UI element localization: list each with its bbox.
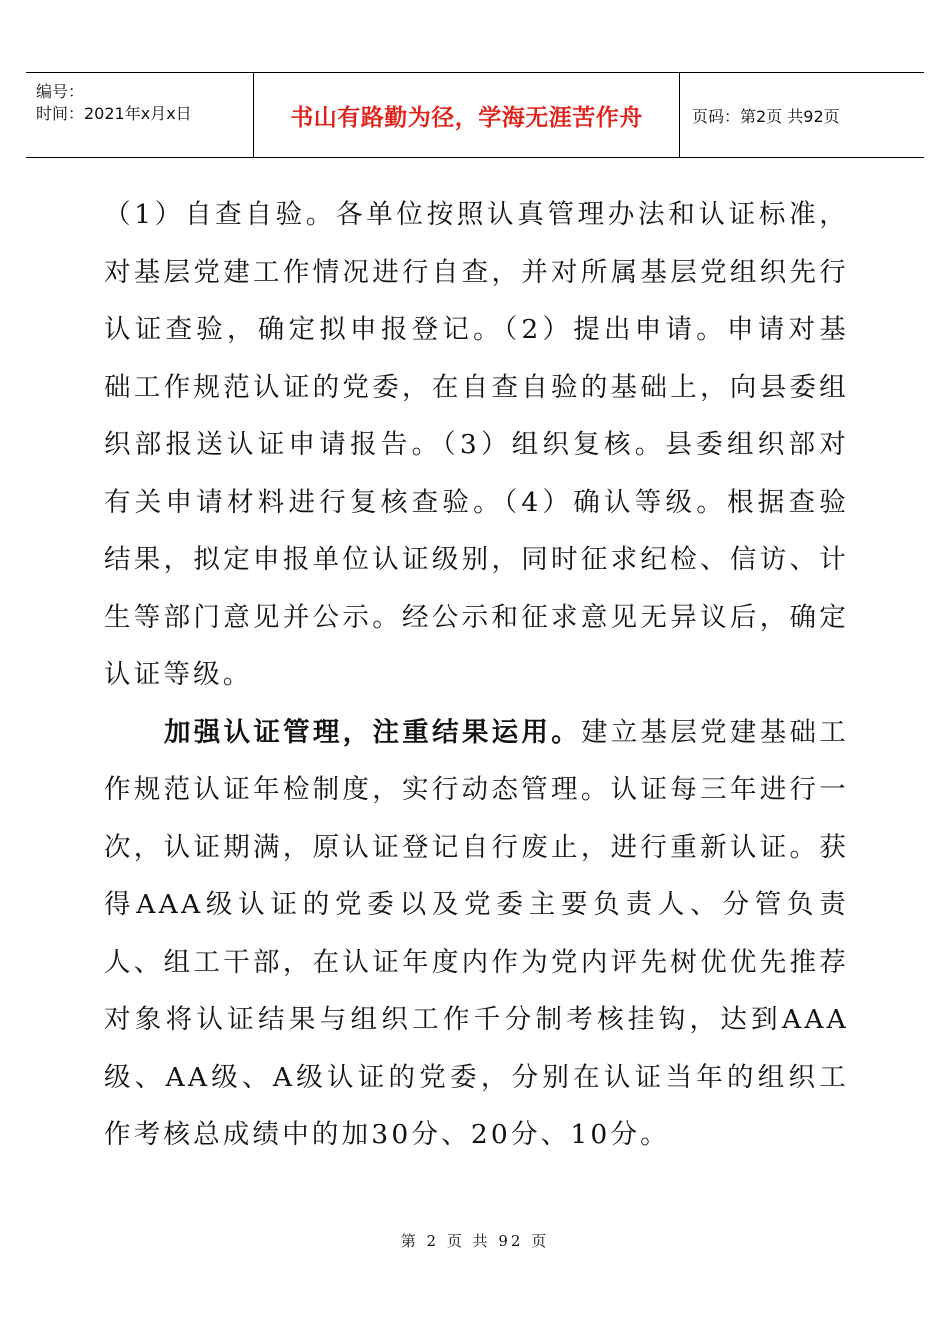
document-header (26, 72, 924, 158)
header-motto: 书山有路勤为径，学海无涯苦作舟 (254, 73, 680, 157)
header-meta (26, 73, 254, 157)
body-paragraph-2 (104, 704, 849, 1164)
paragraph-heading: 加强认证管理，注重结果运用。 (164, 716, 581, 748)
page-footer: 第 2 页 共 92 页 (400, 1232, 550, 1250)
header-page-info: 页码：第2页 共92页 (692, 106, 840, 126)
document-body (104, 186, 849, 1164)
document-number-label: 编号： (36, 82, 85, 101)
paragraph-text: 建立基层党建基础工作规范认证年检制度，实行动态管理。认证每三年进行一次，认证期满，原认证登记自行废止，进行重新认证。获得AAA级认证的党委以及党委主要负责人、分管负责人、组工干部，在认证年度内作为党内评先树优优先推荐对象将认证结果与组织工作千分制考核挂钩，达到AAA级、AA级、A级认证的党委，分别在认证当年的组织工作考核总成绩中的加30分、20分、10分。 (104, 716, 849, 1150)
body-paragraph-1: （1）自查自验。各单位按照认真管理办法和认证标准，对基层党建工作情况进行自查，并对所属基层党组织先行认证查验，确定拟申报登记。（2）提出申请。申请对基础工作规范认证的党委，在自查自验的基础上，向县委组织部报送认证申请报告。（3）组织复核。县委组织部对有关申请材料进行复核查验。（4）确认等级。根据查验结果，拟定申报单位认证级别，同时征求纪检、信访、计生等部门意见并公示。经公示和征求意见无异议后，确定认证等级。 (104, 199, 849, 690)
document-time-label: 时间：2021年x月x日 (36, 104, 192, 123)
